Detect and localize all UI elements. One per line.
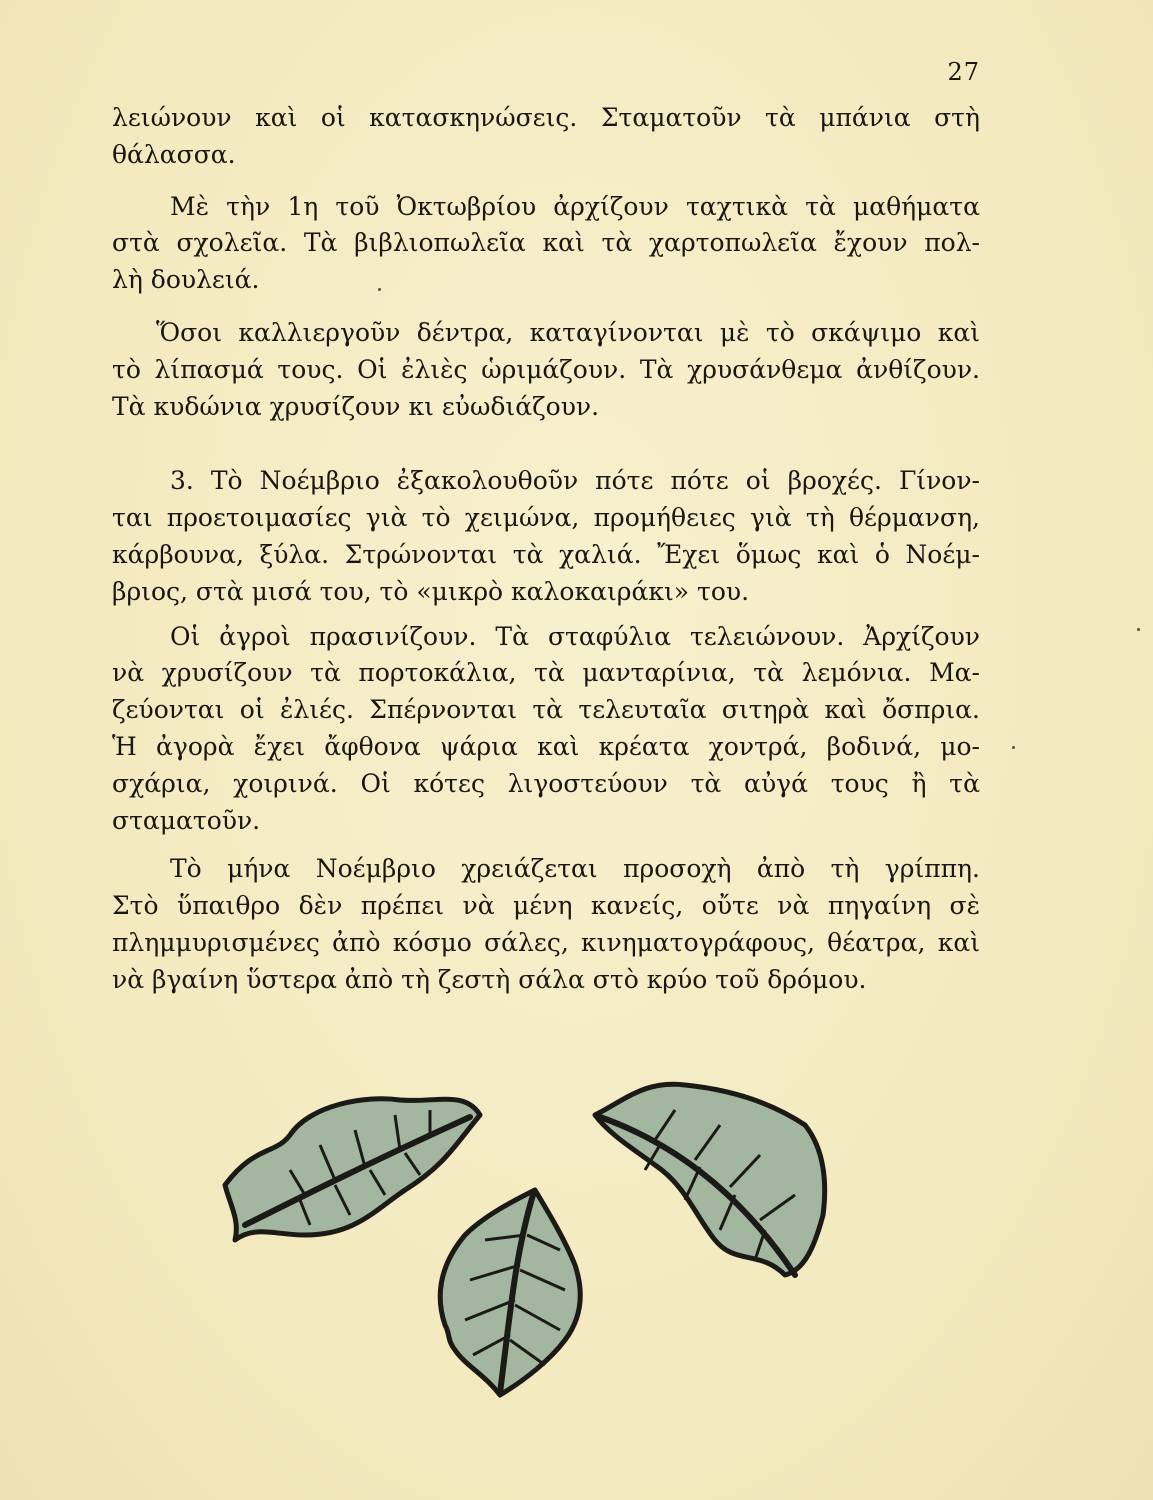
text-line: βριος, στὰ μισά του, τὸ «μικρὸ καλοκαιράκι» του. bbox=[112, 576, 750, 606]
paragraph-5 bbox=[112, 619, 980, 840]
text-line: λὴ δουλειά. bbox=[112, 265, 260, 295]
ink-speck bbox=[378, 288, 381, 291]
text-line: Οἱ ἀγροὶ πρασινίζουν. Τὰ σταφύλια τελειώνουν. Ἀρχίζουν bbox=[170, 621, 980, 651]
leaf-right bbox=[595, 1084, 825, 1275]
text-line: στὰ σχολεῖα. Τὰ βιβλιοπωλεῖα καὶ τὰ χαρτοπωλεῖα ἔχουν πολ- bbox=[112, 228, 980, 258]
text-line: σταματοῦν. bbox=[112, 805, 261, 835]
text-line: Τὰ κυδώνια χρυσίζουν κι εὐωδιάζουν. bbox=[112, 391, 600, 421]
text-line: Μὲ τὴν 1η τοῦ Ὀκτωβρίου ἀρχίζουν ταχτικὰ τὰ μαθήματα bbox=[170, 191, 980, 221]
leaf-left bbox=[225, 1099, 480, 1240]
page-number: 27 bbox=[947, 58, 980, 86]
text-line: πλημμυρισμένες ἀπὸ κόσμο σάλες, κινηματογράφους, θέατρα, καὶ bbox=[112, 927, 980, 957]
paragraph-4 bbox=[112, 463, 980, 610]
text-line: Ὅσοι καλλιεργοῦν δέντρα, καταγίνονται μὲ τὸ σκάψιμο καὶ bbox=[156, 317, 980, 347]
ink-speck bbox=[1137, 628, 1140, 631]
paragraph-1 bbox=[112, 100, 980, 174]
text-line: σχάρια, χοιρινά. Οἱ κότες λιγοστεύουν τὰ αὐγά τους ἢ τὰ bbox=[112, 768, 980, 798]
text-line: νὰ χρυσίζουν τὰ πορτοκάλια, τὰ μανταρίνια, τὰ λεμόνια. Μα- bbox=[112, 658, 980, 688]
paragraph-2 bbox=[112, 189, 980, 299]
text-line: λειώνουν καὶ οἱ κατασκηνώσεις. Σταματοῦν τὰ μπάνια στὴ bbox=[112, 103, 980, 132]
text-line: Τὸ μήνα Νοέμβριο χρειάζεται προσοχὴ ἀπὸ τὴ γρίππη. bbox=[170, 854, 980, 884]
text-line: κάρβουνα, ξύλα. Στρώνονται τὰ χαλιά. Ἔχει ὅμως καὶ ὁ Νοέμ- bbox=[112, 539, 980, 569]
text-line: 3. Τὸ Νοέμβριο ἐξακολουθοῦν πότε πότε οἱ βροχές. Γίνον- bbox=[170, 466, 980, 496]
text-line: Ἡ ἀγορὰ ἔχει ἄφθονα ψάρια καὶ κρέατα χοντρά, βοδινά, μο- bbox=[112, 731, 980, 761]
text-line: ται προετοιμασίες γιὰ τὸ χειμώνα, προμήθειες γιὰ τὴ θέρμανση, bbox=[112, 503, 980, 533]
text-line: θάλασσα. bbox=[112, 139, 236, 169]
ink-speck bbox=[1012, 746, 1015, 749]
paragraph-3 bbox=[112, 315, 980, 425]
text-line: νὰ βγαίνη ὕστερα ἀπὸ τὴ ζεστὴ σάλα στὸ κρύο τοῦ δρόμου. bbox=[112, 964, 867, 994]
leaves-illustration bbox=[215, 1075, 845, 1405]
text-line: ζεύονται οἱ ἐλιές. Σπέρνονται τὰ τελευταῖα σιτηρὰ καὶ ὄσπρια. bbox=[112, 695, 980, 725]
text-line: Στὸ ὕπαιθρο δὲν πρέπει νὰ μένη κανείς, οὔτε νὰ πηγαίνη σὲ bbox=[112, 891, 980, 921]
text-line: τὸ λίπασμά τους. Οἱ ἐλιὲς ὡριμάζουν. Τὰ χρυσάνθεμα ἀνθίζουν. bbox=[112, 354, 980, 384]
paragraph-6 bbox=[112, 851, 980, 998]
leaf-center bbox=[440, 1190, 580, 1395]
body-text bbox=[112, 100, 980, 999]
